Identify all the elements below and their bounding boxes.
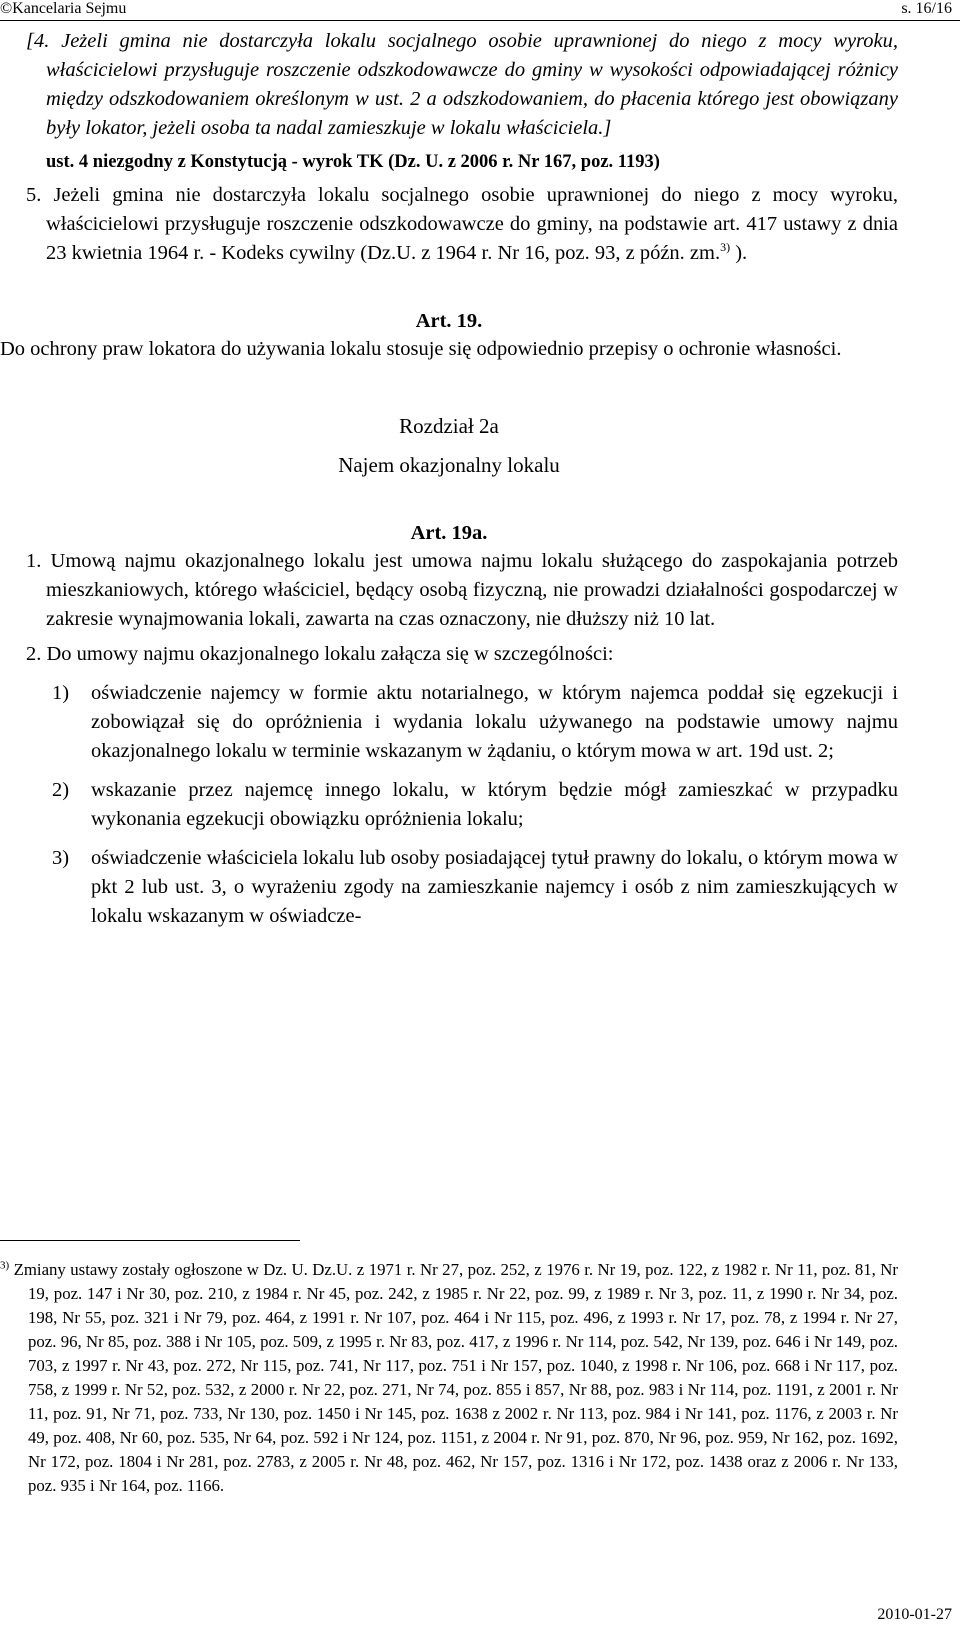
list-item (0, 679, 898, 766)
chapter-title: Najem okazjonalny lokalu (338, 453, 560, 477)
footnote-ref[interactable]: 3) (720, 240, 731, 255)
article-19-heading: Art. 19. (415, 310, 483, 332)
footnote (0, 1258, 898, 1498)
list-item-number: 1) (52, 682, 70, 704)
paragraph-5 (0, 181, 898, 268)
document-date: 2010-01-27 (877, 1606, 952, 1623)
list-item (0, 844, 898, 931)
list-item-number: 2) (52, 779, 70, 801)
footnote-text: Zmiany ustawy zostały ogłoszone w Dz. U. Dz.U. z 1971 r. Nr 27, poz. 252, z 1976 r. Nr 19, poz. 122, z 1982 r. Nr 11, poz. 81, Nr 19, poz. 147 i Nr 30, poz. 210, z 1984 r. Nr 45, poz. 242, z 1985 r. Nr 22, poz. 99, z 1989 r. Nr 3, poz. 11, z 1990 r. Nr 34, poz. 198, Nr 55, poz. 321 i Nr 79, poz. 464, z 1991 r. Nr 107, poz. 464 i Nr 115, poz. 496, z 1993 r. Nr 17, poz. 78, z 1994 r. Nr 27, poz. 96, Nr 85, poz. 388 i Nr 105, poz. 509, z 1995 r. Nr 83, poz. 417, z 1996 r. Nr 114, poz. 542, Nr 139, poz. 646 i Nr 149, poz. 703, z 1997 r. Nr 43, poz. 272, Nr 115, poz. 741, Nr 117, poz. 751 i Nr 157, poz. 1040, z 1998 r. Nr 106, poz. 668 i Nr 117, poz. 758, z 1999 r. Nr 52, poz. 532, z 2000 r. Nr 22, poz. 271, Nr 74, poz. 855 i 857, Nr 88, poz. 983 i Nr 114, poz. 1191, z 2001 r. Nr 11, poz. 91, Nr 71, poz. 733, Nr 130, poz. 1450 i Nr 145, poz. 1638 z 2002 r. Nr 113, poz. 984 i Nr 141, poz. 1176, z 2003 r. Nr 49, poz. 408, Nr 60, poz. 535, Nr 64, poz. 592 i Nr 124, poz. 1151, z 2004 r. Nr 91, poz. 870, Nr 96, poz. 959, Nr 162, poz. 1692, Nr 172, poz. 1804 i Nr 281, poz. 2783, z 2005 r. Nr 48, poz. 462, Nr 157, poz. 1316 i Nr 172, poz. 1438 oraz z 2006 r. Nr 133, poz. 935 i Nr 164, poz. 1166. (13, 1260, 898, 1495)
article-19a-section-2: 2. Do umowy najmu okazjonalnego lokalu załącza się w szczególności: (26, 643, 614, 665)
constitutional-note: ust. 4 niezgodny z Konstytucją - wyrok TK (Dz. U. z 2006 r. Nr 167, poz. 1193) (46, 152, 660, 172)
article-19-text: Do ochrony praw lokatora do używania lokalu stosuje się odpowiednio przepisy o ochronie własności. (0, 338, 842, 360)
paragraph-4-repealed: [4. Jeżeli gmina nie dostarczyła lokalu socjalnego osobie uprawnionej do niego z mocy wyroku, właścicielowi przysługuje roszczenie odszkodowawcze do gminy w wysokości odpowiadającej różnicy między odszkodowaniem określonym w ust. 2 a odszkodowaniem, do płacenia którego jest obowiązany były lokator, jeżeli osoba ta nadal zamieszkuje w lokalu właściciela.] (26, 30, 898, 139)
list-item-text: oświadczenie właściciela lokalu lub osoby posiadającej tytuł prawny do lokalu, o którym mowa w pkt 2 lub ust. 3, o wyrażeniu zgody na zamieszkanie najemcy i osób z nim zamieszkujących w lokalu wskazanym w oświadcze- (91, 847, 898, 927)
footnote-mark: 3) (0, 1259, 10, 1272)
header-source: ©Kancelaria Sejmu (0, 0, 127, 17)
header-divider (0, 20, 960, 21)
list-item-text: wskazanie przez najemcę innego lokalu, w którym będzie mógł zamieszkać w przypadku wykonania egzekucji obowiązku opróżnienia lokalu; (91, 779, 898, 830)
paragraph-5-end: ). (730, 242, 748, 264)
list-item (0, 776, 898, 834)
footnote-divider (0, 1240, 300, 1241)
chapter-heading: Rozdział 2a (399, 414, 499, 438)
page-number: s. 16/16 (901, 0, 952, 17)
article-19a-heading: Art. 19a. (410, 522, 488, 544)
article-19a-section-1: 1. Umową najmu okazjonalnego lokalu jest umowa najmu lokalu służącego do zaspokajania potrzeb mieszkaniowych, którego właściciel, będący osobą fizyczną, nie prowadzi działalności gospodarczej w zakresie wynajmowania lokali, zawarta na czas oznaczony, nie dłuższy niż 10 lat. (26, 550, 898, 630)
paragraph-5-text: 5. Jeżeli gmina nie dostarczyła lokalu socjalnego osobie uprawnionej do niego z mocy wyroku, właścicielowi przysługuje roszczenie odszkodowawcze do gminy, na podstawie art. 417 ustawy z dnia 23 kwietnia 1964 r. - Kodeks cywilny (Dz.U. z 1964 r. Nr 16, poz. 93, z późn. zm. (26, 184, 898, 264)
list-item-text: oświadczenie najemcy w formie aktu notarialnego, w którym najemca poddał się egzekucji i zobowiązał się do opróżnienia i wydania lokalu używanego na podstawie umowy najmu okazjonalnego lokalu w terminie wskazanym w żądaniu, o którym mowa w art. 19d ust. 2; (91, 682, 898, 762)
document-body (0, 27, 898, 931)
list-item-number: 3) (52, 847, 70, 869)
